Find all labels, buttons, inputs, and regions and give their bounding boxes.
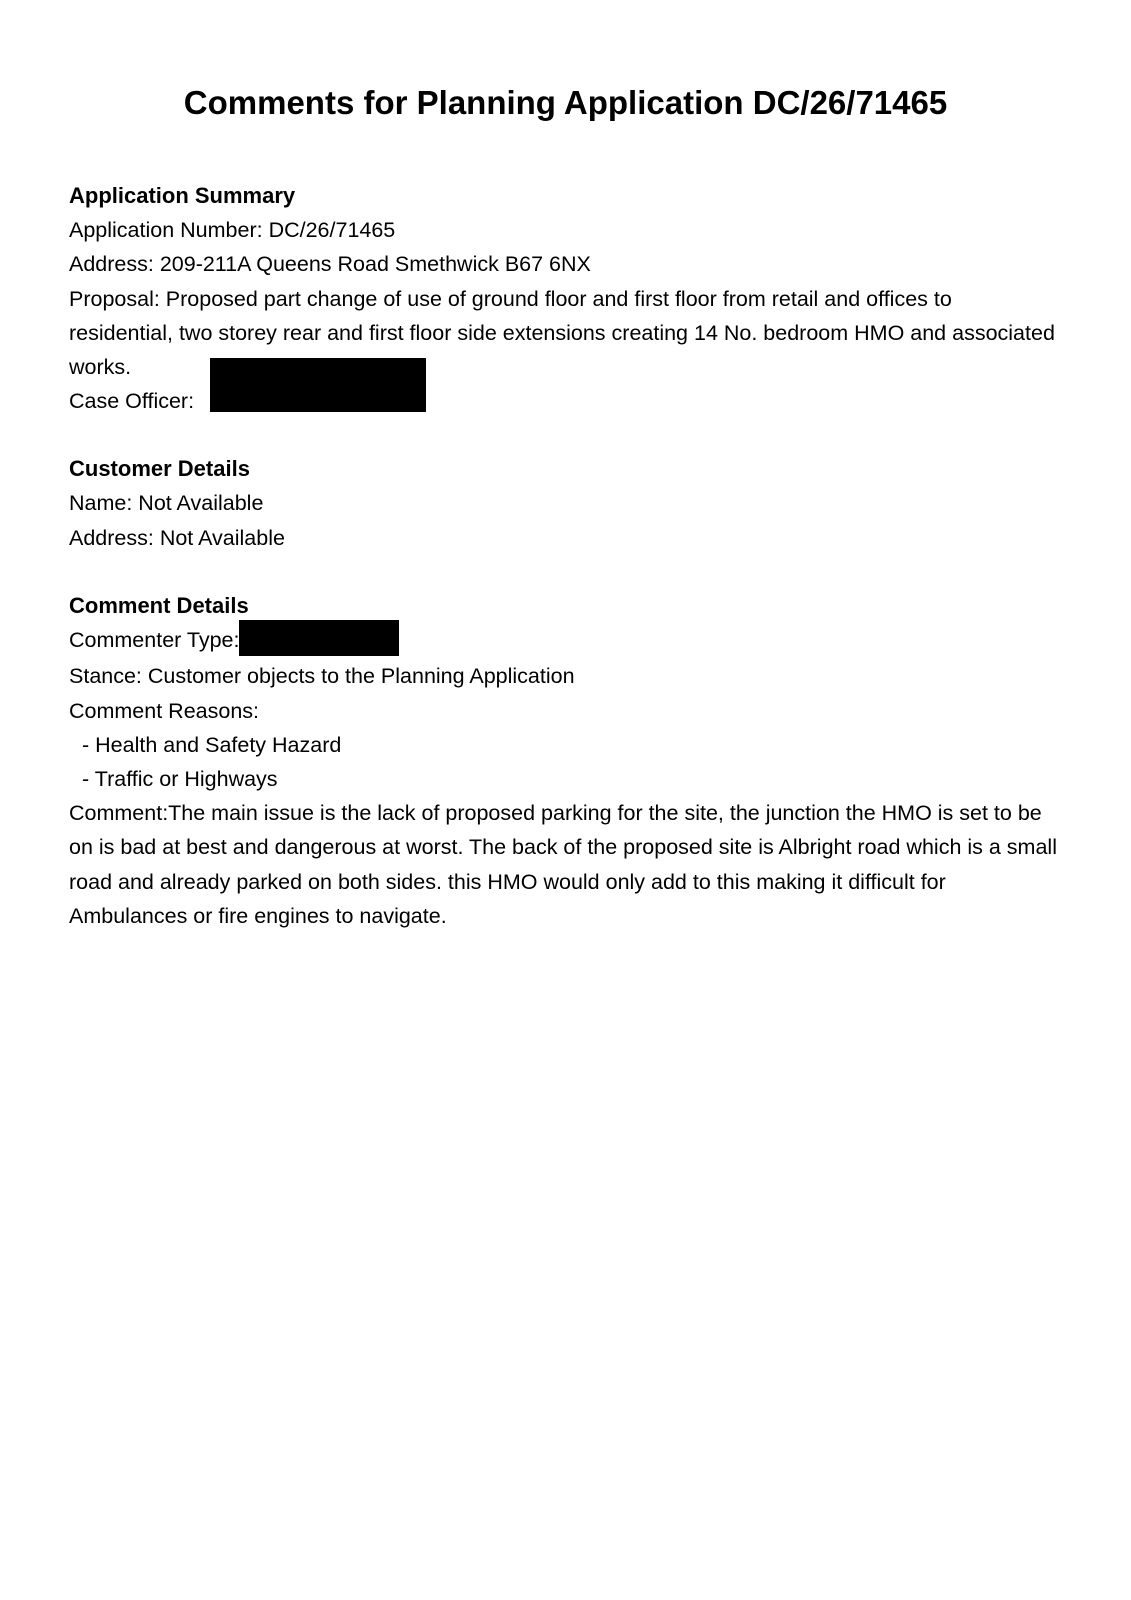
case-officer-redaction bbox=[210, 358, 426, 412]
customer-address: Address: Not Available bbox=[69, 525, 285, 550]
comment-reason-item: - Health and Safety Hazard bbox=[82, 732, 342, 757]
application-number: Application Number: DC/26/71465 bbox=[69, 218, 396, 243]
commenter-type-row bbox=[69, 623, 1069, 659]
page-title: Comments for Planning Application DC/26/71465 bbox=[183, 84, 948, 121]
case-officer-label: Case Officer: bbox=[69, 389, 195, 414]
document-body bbox=[69, 179, 1069, 933]
application-summary-heading: Application Summary bbox=[69, 183, 296, 208]
commenter-type-label: Commenter Type: bbox=[69, 628, 240, 653]
commenter-type-redaction bbox=[239, 620, 399, 656]
comment-details-heading: Comment Details bbox=[69, 592, 249, 618]
comment-text: Comment:The main issue is the lack of proposed parking for the site, the junction the HMO is set to be on is bad at best and dangerous at worst. The back of the proposed site is Albright road which is a small road and already parked on both sides. this HMO would only add to this making it difficult for Ambulances or fire engines to navigate. bbox=[69, 801, 1057, 928]
comment-stance: Stance: Customer objects to the Planning Application bbox=[69, 664, 575, 689]
application-address: Address: 209-211A Queens Road Smethwick B67 6NX bbox=[69, 252, 591, 277]
comment-reasons-label: Comment Reasons: bbox=[69, 698, 259, 723]
application-proposal: Proposal: Proposed part change of use of ground floor and first floor from retail and offices to residential, two storey rear and first floor side extensions creating 14 No. bedroom HMO and associated works. bbox=[69, 286, 1055, 380]
case-officer-row bbox=[69, 384, 1069, 418]
comment-reason-item: - Traffic or Highways bbox=[82, 766, 278, 791]
customer-details-heading: Customer Details bbox=[69, 456, 250, 482]
customer-name: Name: Not Available bbox=[69, 491, 264, 516]
section-gap bbox=[69, 418, 1069, 452]
section-gap bbox=[69, 555, 1069, 589]
